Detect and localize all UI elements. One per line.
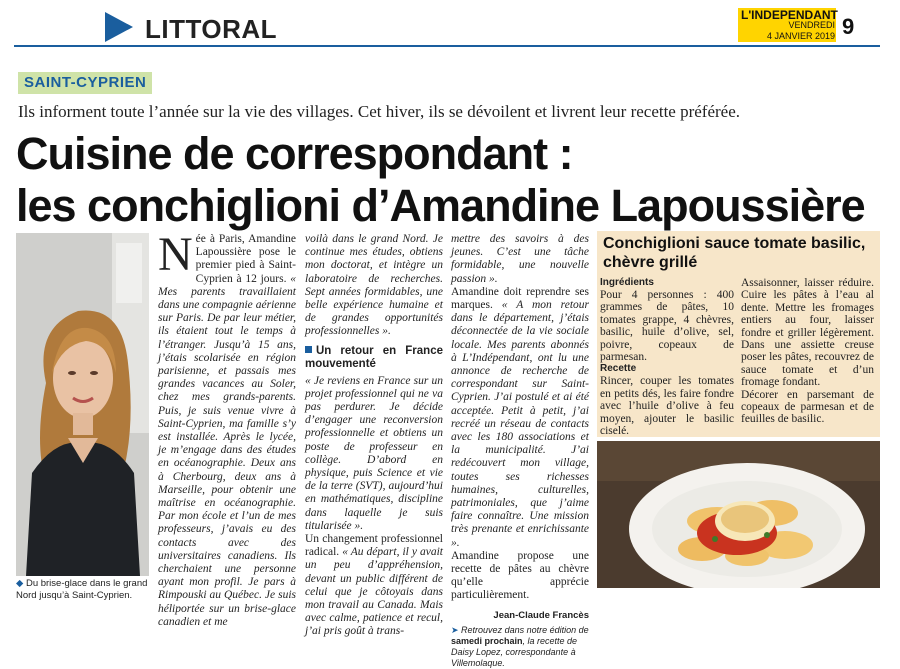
portrait-photo <box>16 233 149 576</box>
ingredients-text: Pour 4 personnes : 400 grammes de pâtes, 10 tomates grappe, 4 chèvres, basilic, huile d’olive, sel, poivre, copeaux de parmesan. <box>600 289 734 364</box>
article-quote-6: « A mon retour dans le département, j’étais déconnectée de la vie sociale locale. Mes parents abonnés à L’Indépendant, ont lu une annonce de recherche de correspondant sur Saint-Cyprien. J’ai postulé et ai été acceptée. Petit à petit, j’ai recréé un réseau de contacts avec les 180 associations et la municipalité. J’ai redécouvert mon village, toutes ses richesses humaines, culturelles, patrimoniales, que j’aime faire connaître. Une mission très prenante et enrichissante ». <box>451 299 589 549</box>
next-edition-teaser <box>451 625 589 669</box>
page-number: 9 <box>842 14 855 39</box>
dish-illustration <box>597 441 880 588</box>
paper-day: VENDREDI <box>788 20 835 30</box>
article-quote-4: « Au départ, il y avait un peu d’appréhension, devant un public différent de celui que je côtoyais dans mon travail au Canada. Mais avec calme, patience et recul, j’ai pris goût à trans- <box>305 546 443 638</box>
teaser-text-b: samedi prochain <box>451 635 523 646</box>
recipe-label: Recette <box>600 363 637 375</box>
article-lead: ée à Paris, Amandine Lapoussière pose le premier pied à Saint-Cyprien à 12 jours. <box>195 233 296 285</box>
ingredients-label: Ingrédients <box>600 277 654 288</box>
author-signature: Jean-Claude Francès <box>493 609 589 621</box>
headline-line-2: les conchiglioni d’Amandine Lapoussière <box>16 180 865 231</box>
subhead-text: Un retour en France mouvementé <box>305 344 443 370</box>
standfirst: Ils informent toute l’année sur la vie des villages. Cet hiver, ils se dévoilent et livrent leur recette préférée. <box>18 102 741 121</box>
article-text-3: Amandine propose une recette de pâtes au chèvre qu’elle apprécie particulièrement. <box>451 549 589 602</box>
portrait-illustration <box>16 233 149 576</box>
article-quote-2: voilà dans le grand Nord. Je continue mes études, obtiens mon doctorat, et intègre un laboratoire de recherches. Sept années formidables, une belle expérience humaine et de grandes opportunités professionnelles ». <box>305 233 443 338</box>
recipe-title: Conchiglioni sauce tomate basilic, chèvre grillé <box>603 235 866 271</box>
article-quote-3: « Je reviens en France sur un projet professionnel qui ne va pas perdurer. Je décide d’engager une reconversion professionnelle et obtiens un poste de professeur en collège. D’abord en physique, puis Science et vie de la terre (SVT), aujourd’hui en mathématiques, discipline dans laquelle je suis titularisée ». <box>305 374 443 532</box>
article-text-2: Amandine doit reprendre ses marques. <box>451 285 589 312</box>
article-column-3 <box>451 233 589 669</box>
recipe-steps-1: Rincer, couper les tomates en petits dés, les faire fondre avec l’huile d’olive à feu moyen, ajouter le basilic ciselé. <box>600 375 734 438</box>
recipe-steps-3: Décorer en parsemant de copeaux de parmesan et de feuilles de basilic. <box>741 388 874 426</box>
section-arrow-icon <box>105 12 133 42</box>
kicker-label: SAINT-CYPRIEN <box>18 72 152 94</box>
headline-line-1: Cuisine de correspondant : <box>16 128 573 179</box>
caption-bullet-icon: ◆ <box>16 578 26 589</box>
article-quote-5: mettre des savoirs à des jeunes. C’est une tâche formidable, une nouvelle passion ». <box>451 233 589 285</box>
article-paragraph <box>305 533 443 639</box>
paper-name: L'INDEPENDANT <box>741 8 838 22</box>
teaser-text-a: Retrouvez dans notre édition de <box>461 624 589 635</box>
photo-caption <box>16 578 151 602</box>
recipe-column-2 <box>741 277 874 426</box>
article-column-2 <box>305 233 443 639</box>
article-subhead <box>305 345 443 371</box>
teaser-text-c: , la recette de Daisy Lopez, correspondante à Villemolaque. <box>451 635 578 668</box>
paper-date: 4 JANVIER 2019 <box>766 31 835 41</box>
article-text-1: Un changement professionnel radical. <box>305 533 443 559</box>
header-rule <box>14 45 880 47</box>
recipe-column-1 <box>600 277 734 437</box>
subhead-square-icon <box>305 346 312 353</box>
article-paragraph-2 <box>451 286 589 550</box>
article-quote-1: « Mes parents travaillaient dans une compagnie aérienne sur Paris. De par leur métier, ils étaient tout le temps à l’étranger. Jusqu’à 15 ans, j’étais scolarisée en région parisienne, et passais mes grandes vacances au Soler, chez mes grands-parents. Puis, je suis venue vivre à Saint-Cyprien, ma famille s’y est installée. Après le lycée, je m’engage dans des études en océanographie. Deux ans à Cherbourg, deux ans à Marseille, pour obtenir une maîtrise en océanographie. Par mon école et l’un de mes professeurs, j’avais eu des contacts avec des universitaires canadiens. Ils cherchaient une personne ayant mon profil. Je pars à Rimpouski au Québec. Je suis héliportée sur un brise-glace canadien et me <box>158 272 297 628</box>
drop-cap: N <box>158 228 193 281</box>
teaser-arrow-icon: ➤ <box>451 624 462 635</box>
recipe-steps-2: Assaisonner, laisser réduire. Cuire les pâtes à l’eau al dente. Mettre les fromages entiers au four, laisser fondre et griller légèrement. Dans une assiette creuse poser les pâtes, recouvrez de sauce tomate et d’un fromage fondant. <box>741 277 874 389</box>
section-title: LITTORAL <box>145 14 278 44</box>
article-column-1 <box>158 228 297 629</box>
dish-photo <box>597 441 880 588</box>
photo-caption-text: Du brise-glace dans le grand Nord jusqu’à Saint-Cyprien. <box>16 578 148 601</box>
